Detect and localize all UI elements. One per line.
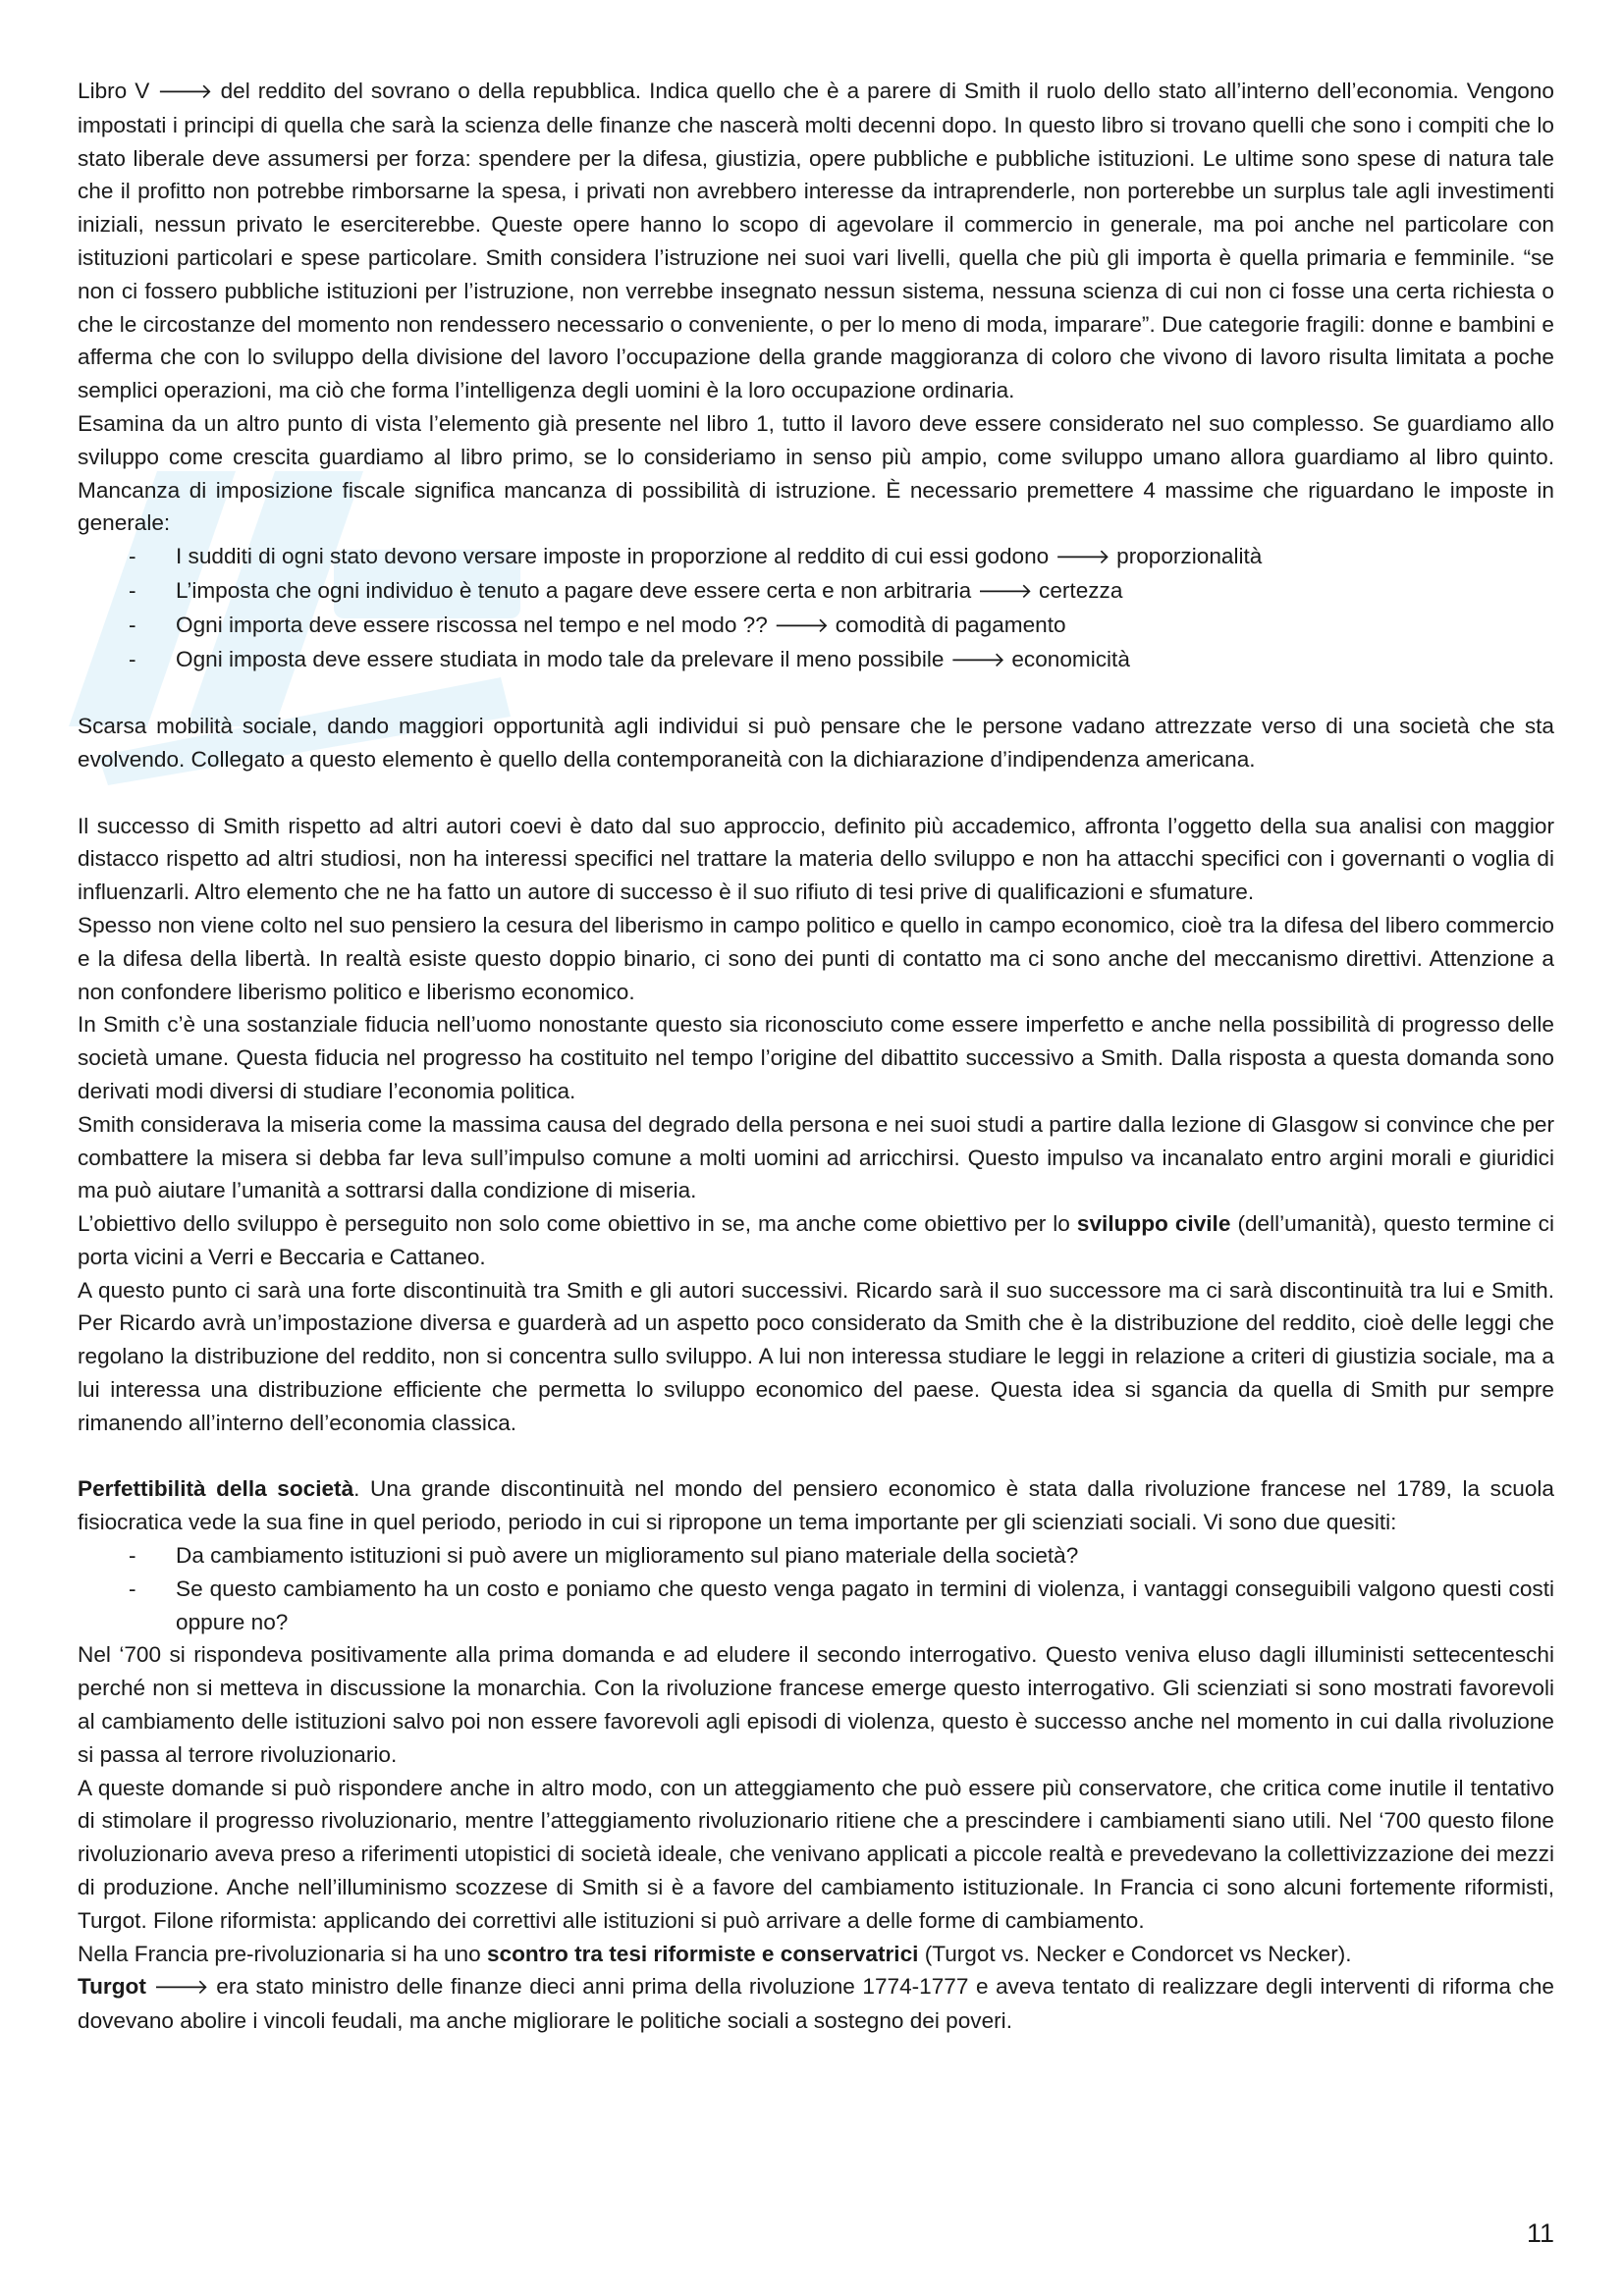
paragraph-domande: A queste domande si può rispondere anche in altro modo, con un atteggiamento che può essere più conservatore, che critica come inutile il tentativo di stimolare il progresso rivoluzionario, mentre l’atteggiamento rivoluzionario ritiene che a prescindere i cambiamenti siano utili. Nel ‘700 questo filone rivoluzionario aveva preso a riferimenti utopistici di società ideale, che venivano applicati a piccole realtà e prevedevano la collettivizzazione dei mezzi di produzione. Anche nell’illuminismo scozzese di Smith si è a favore del cambiamento istituzionale. In Francia ci sono alcuni fortemente riformisti, Turgot. Filone riformista: applicando dei correttivi alle istituzioni si può arrivare a delle forme di cambiamento. (78, 1775, 1554, 1933)
arrow-right-icon: 🡒 (1055, 545, 1110, 569)
arrow-right-icon: 🡒 (977, 578, 1033, 603)
dash-bullet: - (129, 577, 136, 603)
list-item: - L’imposta che ogni individuo è tenuto a pagare deve essere certa e non arbitraria 🡒 certezza (78, 574, 1554, 609)
paragraph-esamina: Esamina da un altro punto di vista l’elemento già presente nel libro 1, tutto il lavoro deve essere considerato nel suo complesso. Se guardiamo allo sviluppo come crescita guardiamo al libro primo, se lo consideriamo in senso più ampio, come sviluppo umano allora guardiamo al libro quinto. Mancanza di imposizione fiscale significa mancanza di possibilità di istruzione. È necessario premettere 4 massime che riguardano le imposte in generale: (78, 410, 1554, 536)
list-item: - Ogni importa deve essere riscossa nel tempo e nel modo ?? 🡒 comodità di pagamento (78, 609, 1554, 643)
page-number: 11 (1526, 2218, 1554, 2248)
bold-term: scontro tra tesi riformiste e conservatrici (486, 1941, 919, 1966)
dash-bullet: - (129, 1575, 136, 1601)
massime-list (78, 540, 1554, 676)
libro-v-lead: Libro V (78, 79, 150, 103)
paragraph-settecento: Nel ‘700 si rispondeva positivamente alla prima domanda e ad eludere il secondo interrogativo. Questo veniva eluso dagli illuministi settecenteschi perché non si metteva in discussione la monarchia. Con la rivoluzione francese emerge questo interrogativo. Gli scienziati si sono mostrati favorevoli al cambiamento delle istituzioni salvo poi non essere favorevoli agli episodi di violenza, questo è successo anche nel momento in cui dalla rivoluzione si passa al terrore rivoluzionario. (78, 1642, 1554, 1767)
list-item: - Da cambiamento istituzioni si può avere un miglioramento sul piano materiale della società? (78, 1539, 1554, 1573)
section-heading: Perfettibilità della società (78, 1476, 354, 1502)
paragraph-miseria: Smith considerava la miseria come la massima causa del degrado della persona e nei suoi studi a partire dalla lezione di Glasgow si convince che per combattere la misera si debba far leva sull’impulso comune a molti uomini ad arricchirsi. Questo impulso va incanalato entro argini morali e giuridici ma può aiutare l’umanità a sottrarsi dalla condizione di miseria. (78, 1111, 1554, 1203)
dash-bullet: - (129, 544, 136, 569)
paragraph-turgot: Turgot 🡒 era stato ministro delle finanze dieci anni prima della rivoluzione 1774-1777 e aveva tentato di realizzare degli interventi di riforma che dovevano abolire i vincoli feudali, ma anche migliorare le politiche sociali a sostegno dei poveri. (78, 1974, 1554, 2034)
dash-bullet: - (129, 646, 136, 671)
list-item: - Ogni imposta deve essere studiata in modo tale da prelevare il meno possibile 🡒 economicità (78, 643, 1554, 677)
dash-bullet: - (129, 1543, 136, 1569)
paragraph-successo: Il successo di Smith rispetto ad altri autori coevi è dato dal suo approccio, definito più accademico, affronta l’oggetto della sua analisi con maggior distacco rispetto ad altri studiosi, non ha interessi specifici nel trattare la materia dello sviluppo e non ha attacchi specifici con i governanti o voglia di influenzarli. Altro elemento che ne ha fatto un autore di successo è il suo rifiuto di tesi prive di qualificazioni e sfumature. (78, 813, 1554, 905)
arrow-right-icon: 🡒 (949, 647, 1006, 671)
arrow-right-icon: 🡒 (157, 80, 213, 103)
paragraph-libro-v (78, 75, 1554, 407)
paragraph-obiettivo: L’obiettivo dello sviluppo è perseguito non solo come obiettivo in se, ma anche come obiettivo per lo sviluppo civile (dell’umanità), questo termine ci porta vicini a Verri e Beccaria e Cattaneo. (78, 1211, 1554, 1269)
document-body (78, 75, 1554, 2038)
paragraph-fiducia: In Smith c’è una sostanziale fiducia nell’uomo nonostante questo sia riconosciuto come essere imperfetto e anche nella possibilità di progresso delle società umane. Questa fiducia nel progresso ha costituito nel tempo l’origine del dibattito successivo a Smith. Dalla risposta a questa domanda sono derivati modi diversi di studiare l’economia politica. (78, 1012, 1554, 1103)
bold-term: Turgot (78, 1974, 146, 2000)
paragraph-scarsa: Scarsa mobilità sociale, dando maggiori opportunità agli individui si può pensare che le persone vadano attrezzate verso di una società che sta evolvendo. Collegato a questo elemento è quello della contemporaneità con la dichiarazione d’indipendenza americana. (78, 714, 1554, 772)
paragraph-ricardo: A questo punto ci sarà una forte discontinuità tra Smith e gli autori successivi. Ricardo sarà il suo successore ma ci sarà discontinuità tra lui e Smith. Per Ricardo avrà un’impostazione diversa e guarderà ad un aspetto poco considerato da Smith che è la distribuzione del reddito, cioè delle leggi che regolano la distribuzione del reddito, non si concentra sullo sviluppo. A lui non interessa studiare le leggi in relazione a criteri di giustizia sociale, ma a lui interessa una distribuzione efficiente che permetta lo sviluppo economico del paese. Questa idea si sgancia da quella di Smith pur sempre rimanendo all’interno dell’economia classica. (78, 1277, 1554, 1435)
arrow-right-icon: 🡒 (153, 1975, 209, 2000)
paragraph-spesso: Spesso non viene colto nel suo pensiero la cesura del liberismo in campo politico e quello in campo economico, cioè tra la difesa del libero commercio e la difesa della libertà. In realtà esiste questo doppio binario, ci sono dei punti di contatto ma ci sono anche del meccanismo direttivi. Attenzione a non confondere liberismo politico e liberismo economico. (78, 912, 1554, 1004)
libro-v-text: del reddito del sovrano o della repubblica. Indica quello che è a parere di Smith il ruolo dello stato all’interno dell’economia. Vengono impostati i principi di quella che sarà la scienza delle finanze che nascerà molti decenni dopo. In questo libro si trovano quelli che sono i compiti che lo stato liberale deve assumersi per forza: spendere per la difesa, giustizia, opere pubbliche e pubbliche istituzioni. Le ultime sono spese di natura tale che il profitto non potrebbe rimborsarne la spesa, i privati non avrebbero interesse da intraprenderle, non porterebbe un surplus tale agli investimenti iniziali, nessun privato le eserciterebbe. Queste opere hanno lo scopo di agevolare il commercio in generale, ma poi anche nel particolare con istituzioni particolari e spese particolare. Smith considera l’istruzione nei suoi vari livelli, quella che più gli importa è quella primaria e femminile. “se non ci fossero pubbliche istituzioni per l’istruzione, non verrebbe insegnato nessun sistema, nessuna scienza di cui non ci fosse una certa richiesta o che le circostanze del momento non rendessero necessario o conveniente, o per lo meno di moda, imparare”. Due categorie fragili: donne e bambini e afferma che con lo sviluppo della divisione del lavoro l’occupazione della grande maggioranza di coloro che vivono di lavoro risulta limitata a poche semplici operazioni, ma ciò che forma l’intelligenza degli uomini è la loro occupazione ordinaria. (78, 79, 1554, 403)
list-item: - I sudditi di ogni stato devono versare imposte in proporzione al reddito di cui essi godono 🡒 proporzionalità (78, 540, 1554, 574)
bold-term: sviluppo civile (1076, 1211, 1231, 1237)
list-item: - Se questo cambiamento ha un costo e poniamo che questo venga pagato in termini di violenza, i vantaggi conseguibili valgono questi costi oppure no? (78, 1573, 1554, 1639)
dash-bullet: - (129, 612, 136, 637)
arrow-right-icon: 🡒 (774, 613, 830, 637)
paragraph-perfettibilita: Perfettibilità della società. Una grande discontinuità nel mondo del pensiero economico è stata dalla rivoluzione francese nel 1789, la scuola fisiocratica vede la sua fine in quel periodo, periodo in cui si ripropone un tema importante per gli scienziati sociali. Vi sono due quesiti: (78, 1476, 1554, 1535)
quesiti-list (78, 1539, 1554, 1638)
paragraph-francia: Nella Francia pre-rivoluzionaria si ha uno scontro tra tesi riformiste e conservatrici (Turgot vs. Necker e Condorcet vs Necker). (78, 1941, 1352, 1966)
